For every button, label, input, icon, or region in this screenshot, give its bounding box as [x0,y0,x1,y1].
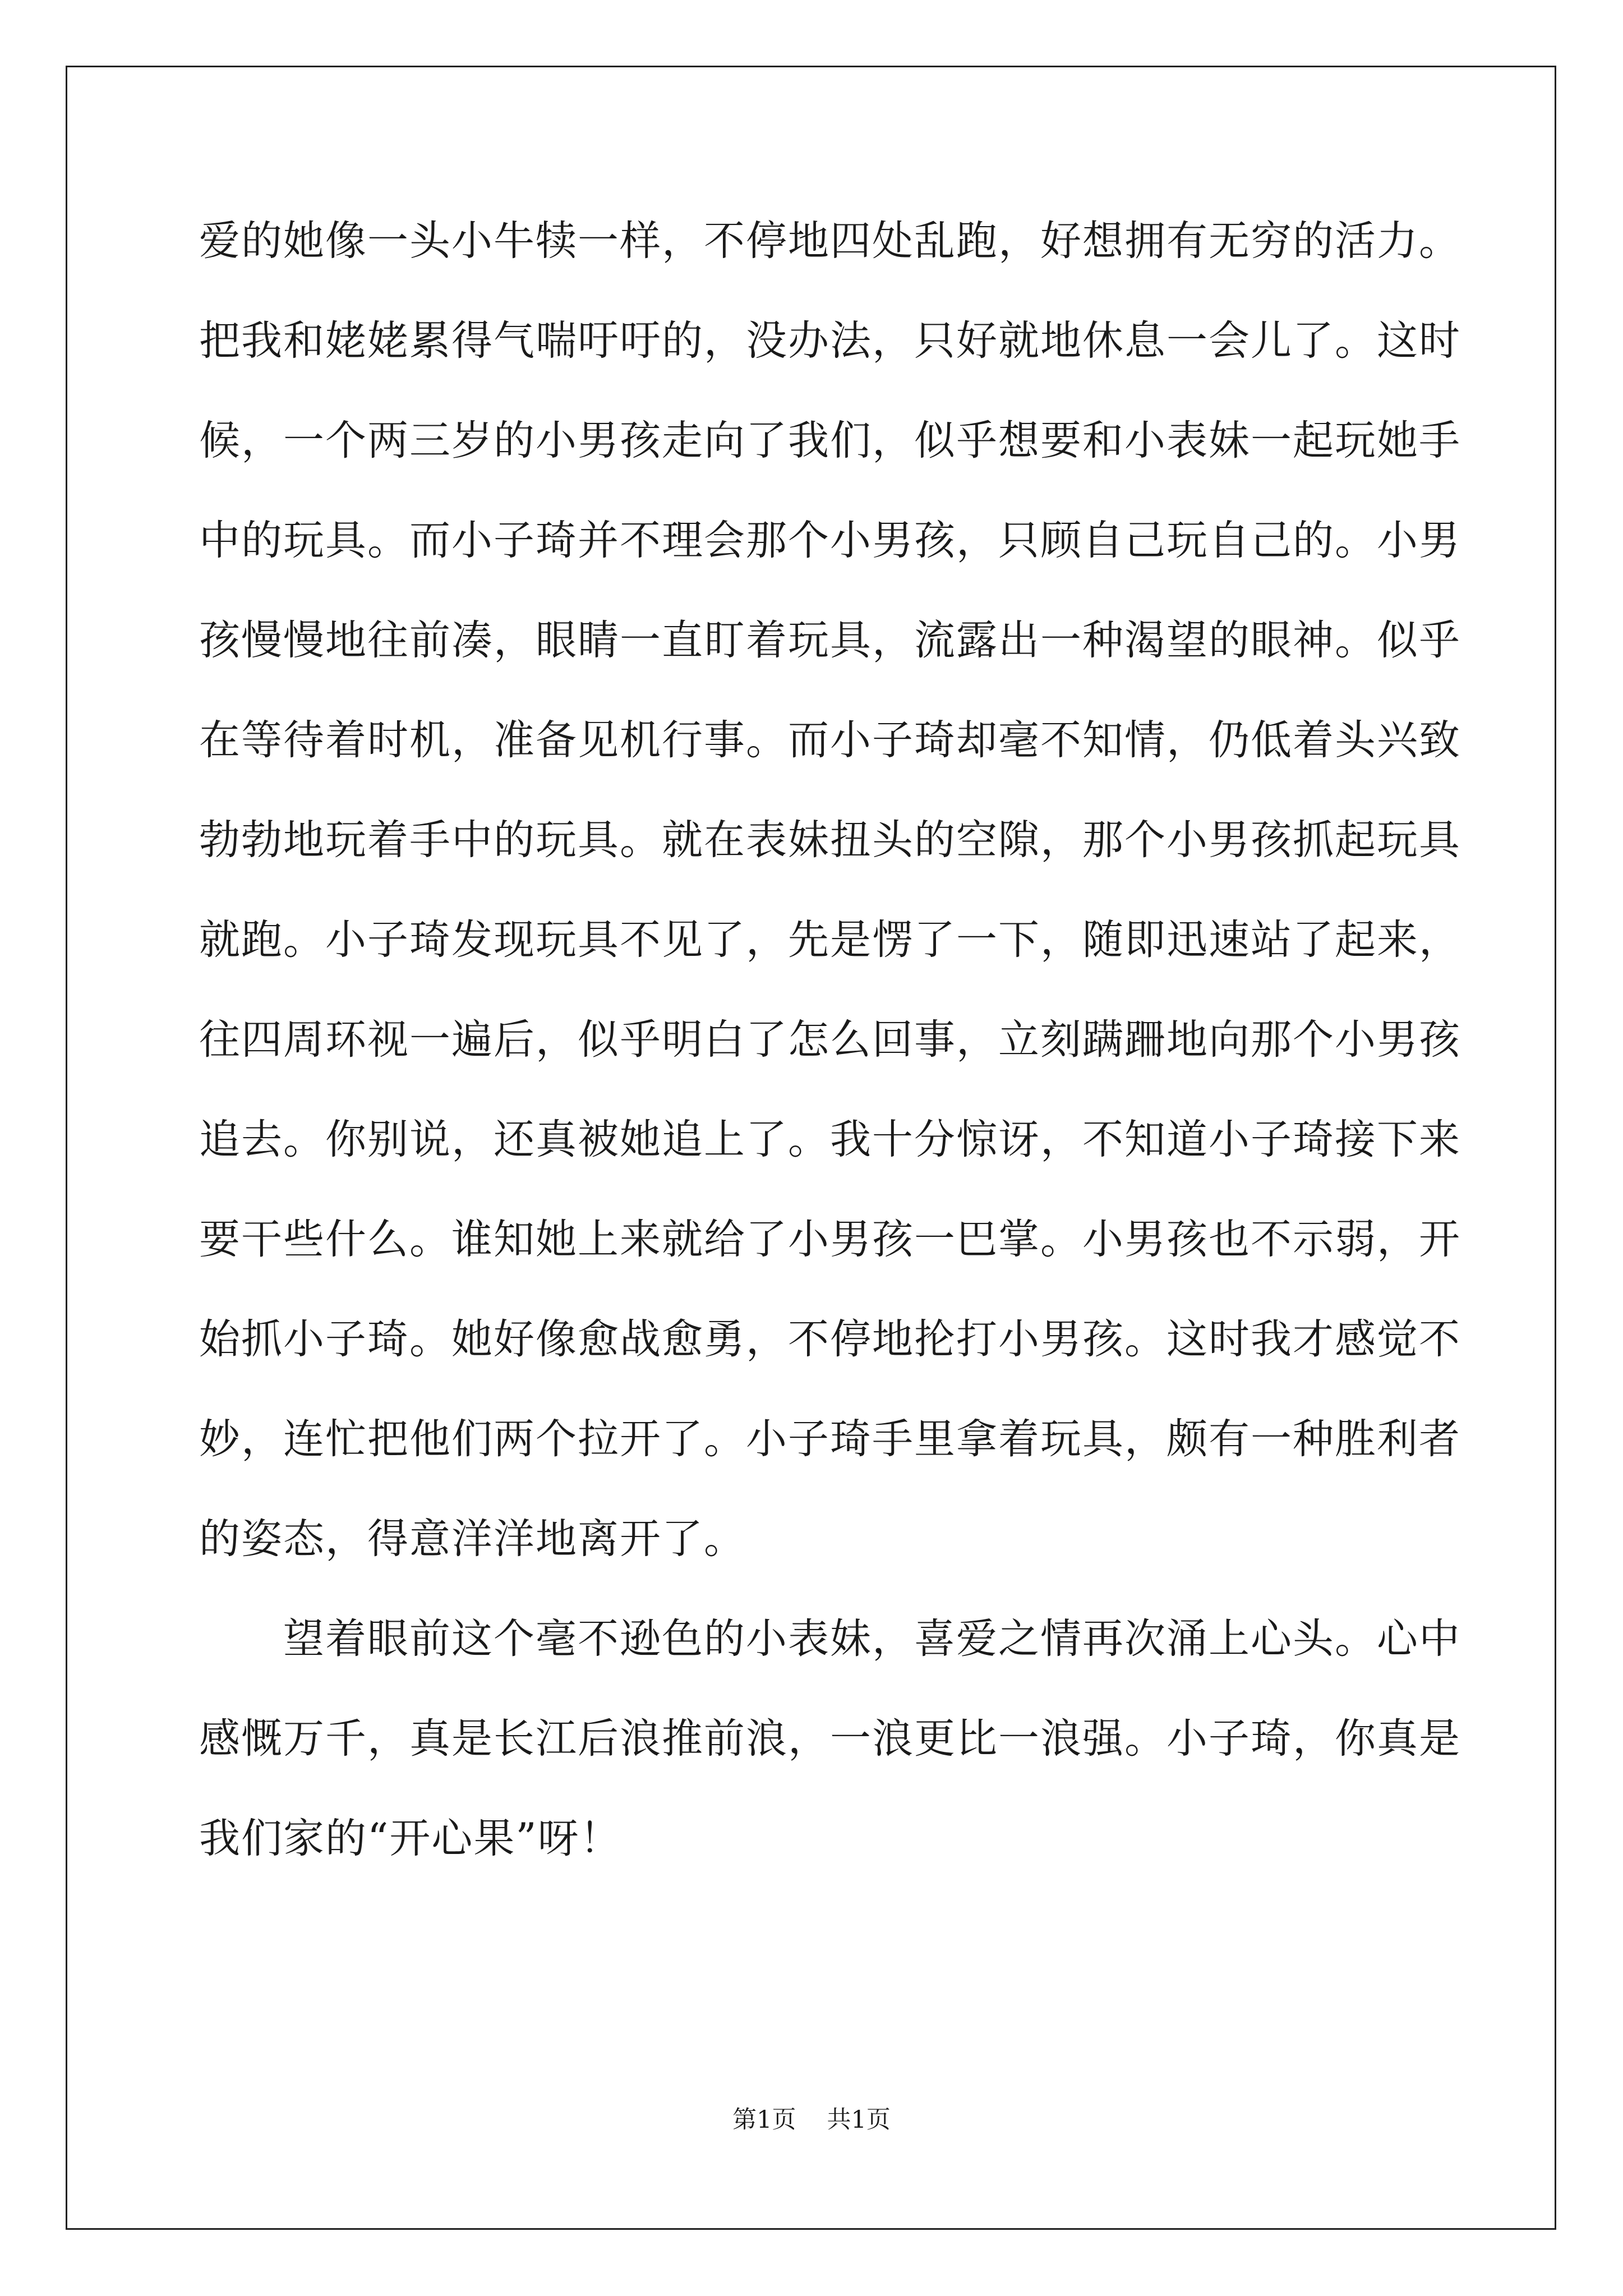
text-line: 在等待着时机，准备见机行事。而小子琦却毫不知情，仍低着头兴致 [199,716,1461,764]
paragraph-first-line: 望着眼前这个毫不逊色的小表妹，喜爱之情再次涌上心头。心中 [283,1615,1461,1663]
page-footer [0,2101,1623,2135]
text-line: 始抓小子琦。她好像愈战愈勇，不停地抡打小男孩。这时我才感觉不 [199,1315,1461,1363]
text-line: 往四周环视一遍后，似乎明白了怎么回事，立刻蹒跚地向那个小男孩 [199,1016,1461,1064]
text-line: 爱的她像一头小牛犊一样，不停地四处乱跑，好想拥有无穷的活力。 [199,217,1461,265]
text-line: 勃勃地玩着手中的玩具。就在表妹扭头的空隙，那个小男孩抓起玩具 [199,816,1461,864]
text-line: 感慨万千，真是长江后浪推前浪，一浪更比一浪强。小子琦，你真是 [199,1715,1461,1763]
text-line: 要干些什么。谁知她上来就给了小男孩一巴掌。小男孩也不示弱，开 [199,1216,1461,1263]
text-line: 追去。你别说，还真被她追上了。我十分惊讶，不知道小子琦接下来 [199,1116,1461,1163]
text-line: 我们家的“开心果”呀！ [199,1815,622,1862]
document-body [199,208,1461,1905]
text-line: 的姿态，得意洋洋地离开了。 [199,1515,746,1563]
page-number: 第1页 [732,2106,796,2134]
text-line: 就跑。小子琦发现玩具不见了，先是愣了一下，随即迅速站了起来， [199,916,1461,964]
text-line: 候，一个两三岁的小男孩走向了我们，似乎想要和小表妹一起玩她手 [199,417,1461,464]
text-line: 中的玩具。而小子琦并不理会那个小男孩，只顾自己玩自己的。小男 [199,517,1461,564]
text-line: 妙，连忙把他们两个拉开了。小子琦手里拿着玩具，颇有一种胜利者 [199,1415,1461,1463]
text-line: 孩慢慢地往前凑，眼睛一直盯着玩具，流露出一种渴望的眼神。似乎 [199,616,1461,664]
page-total: 共1页 [827,2106,891,2134]
text-line: 把我和姥姥累得气喘吁吁的，没办法，只好就地休息一会儿了。这时 [199,317,1461,365]
